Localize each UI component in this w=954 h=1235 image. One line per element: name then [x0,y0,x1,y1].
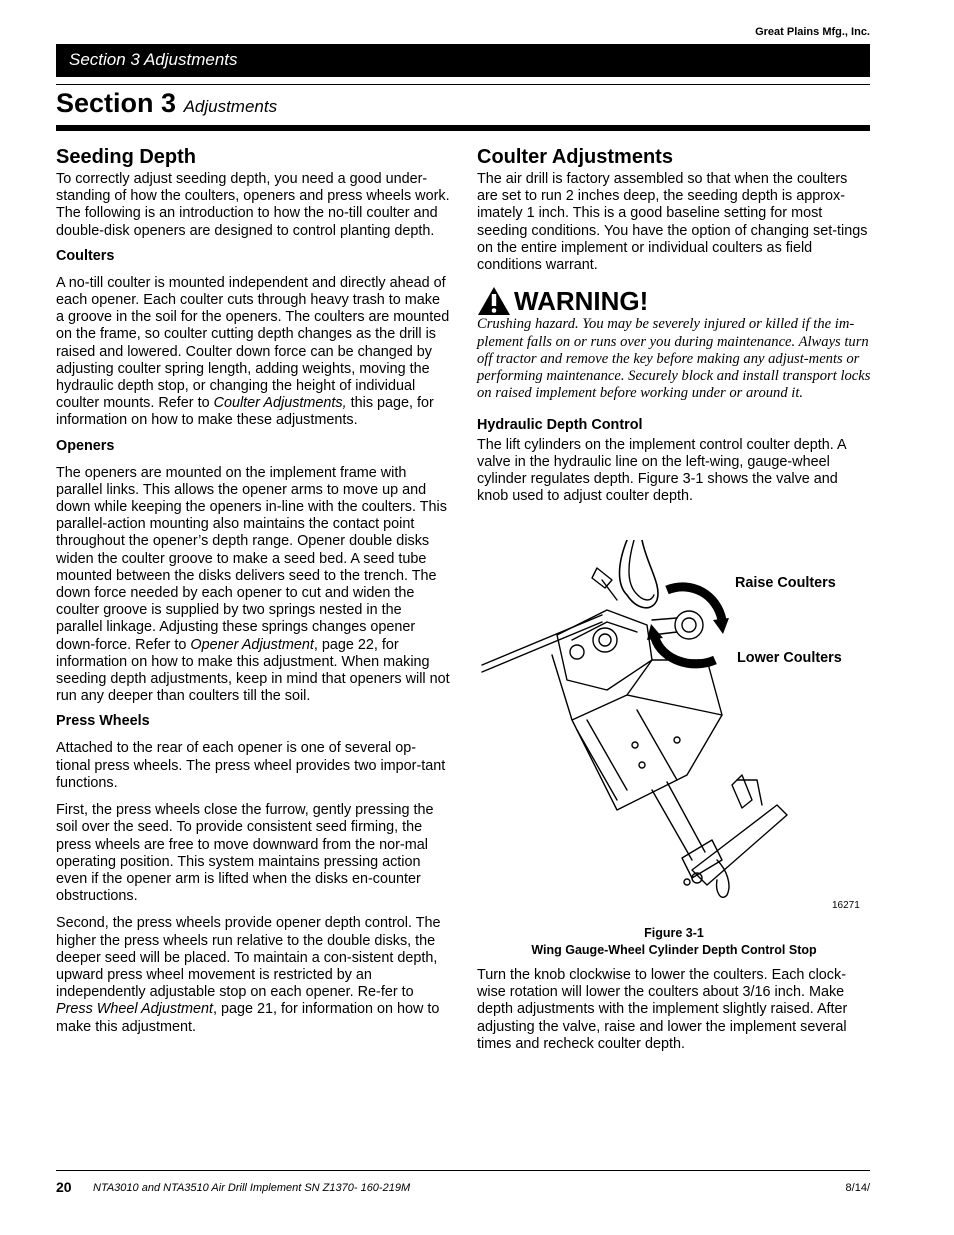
raise-coulters-label: Raise Coulters [735,575,836,591]
company-name: Great Plains Mfg., Inc. [755,26,870,38]
coulter-adjustments-heading: Coulter Adjustments [477,146,673,168]
coulters-paragraph: A no-till coulter is mounted independent and directly ahead of each opener. Each coulter cuts through heavy trash to make a groove in the soil for the openers. The coulters are mounted on the frame, so coulter cutting depth changes as the drill is raised and lowered. Coulter down force can be changed by adjusting coulter spring length, adding weights, moving the hydraulic depth stop, or changing the height of individual coulter mounts. Refer to Coulter Adjustments, this page, for information on how to make these adjustments. [56,274,450,429]
hydraulic-depth-text: The lift cylinders on the implement control coulter depth. A valve in the hydraulic line on the left-wing, gauge-wheel cylinder regulates depth. Figure 3-1 shows the valve and knob used to adjust coulter depth. [477,436,846,505]
page-title-sub: Adjustments [183,97,278,116]
left-column [56,145,450,1036]
press-wheels-paragraph-1: Attached to the rear of each opener is one of several op-tional press wheels. The press wheel provides two impor-tant functions. [56,740,446,791]
title-rule [56,125,870,131]
top-rule [56,84,870,85]
right-column [477,145,871,506]
coulter-adjustments-intro: The air drill is factory assembled so that when the coulters are set to run 2 inches deep, the seeding depth is approx-imately 1 inch. This is a good baseline setting for most seeding conditions. You have the option of changing set-tings on the entire implement or individual coulters as field conditions warrant. [477,171,868,274]
coulters-heading: Coulters [56,247,115,264]
openers-heading: Openers [56,437,115,454]
openers-paragraph: The openers are mounted on the implement frame with parallel links. This allows the opener arms to move up and down while keeping the openers in-line with the coulters. This parallel-action mounting also maintains the contact point throughout the opener’s depth range. Opener double disks widen the coulter groove to make a seed bed. A seed tube mounted between the disks delivers seed to the trench. The down force needed by each opener to cut and widen the coulter groove is supplied by two springs nested in the parallel linkage. Adjusting these springs changes opener down-force. Refer to Opener Adjustment, page 22, for information on how to make this adjustment. When making seeding depth adjustments, keep in mind that openers will not run any deeper than coulters till the soil. [56,464,450,705]
page-number: 20 [56,1179,72,1195]
footer-rule [56,1170,870,1171]
lower-coulters-label: Lower Coulters [737,650,842,666]
figure-number: 16271 [832,900,860,911]
figure-caption [477,925,871,959]
warning-triangle-icon [477,286,511,316]
seeding-depth-intro: To correctly adjust seeding depth, you need a good under-standing of how the coulters, openers and press wheels work. The following is an introduction to how the no-till coulter and double-disk openers are designed to control planting depth. [56,171,450,239]
page-title-main: Section 3 [56,88,177,118]
section-bar [56,44,870,77]
hydraulic-depth-heading: Hydraulic Depth Control [477,416,643,433]
press-wheels-heading: Press Wheels [56,713,150,730]
knob-instructions: Turn the knob clockwise to lower the coulters. Each clock-wise rotation will lower the coulters about 3/16 inch. Make depth adjustments with the implement slightly raised. After adjusting the valve, raise and lower the implement several times and recheck coulter depth. [477,967,848,1052]
section-bar-label: Section 3 Adjustments [69,50,238,69]
figure-caption-number: Figure 3-1 [644,926,704,940]
seeding-depth-heading: Seeding Depth [56,146,197,168]
coulter-adjustments-ref: Coulter Adjustments, [213,395,347,412]
press-wheel-adjustment-ref: Press Wheel Adjustment [56,1001,214,1018]
figure-caption-title: Wing Gauge-Wheel Cylinder Depth Control Stop [531,943,817,957]
warning-text: Crushing hazard. You may be severely injured or killed if the im-plement falls on or runs over you during maintenance. Always turn off tractor and remove the key before making any adjust-ments or performing maintenance. Securely block and install transport locks on raised implement before working under or around it. [477,316,871,402]
warning-title-text: WARNING! [514,286,649,317]
press-wheels-paragraph-3: Second, the press wheels provide opener depth control. The higher the press wheels run relative to the double disks, the deeper seed will be placed. To maintain a con-sistent depth, upward press wheel movement is restricted by an independently adjustable stop on each opener. Re-fer to Press Wheel Adjustment, page 21, for information on how to make this adjustment. [56,915,441,1035]
warning-title [477,286,871,316]
page-title [56,88,277,119]
depth-control-illustration [477,540,871,920]
footer-date: 8/14/ [845,1182,870,1194]
press-wheels-paragraph-2: First, the press wheels close the furrow, gently pressing the soil over the seed. To provide consistent seed firming, the press wheels are free to move downward from the nor-mal operating position. This system maintains pressing action even if the opener arm is lifted when the disks en-counter obstructions. [56,802,434,905]
opener-adjustment-ref: Opener Adjustment [190,636,314,653]
footer-document-id: NTA3010 and NTA3510 Air Drill Implement SN Z1370- 160-219M [93,1182,411,1194]
